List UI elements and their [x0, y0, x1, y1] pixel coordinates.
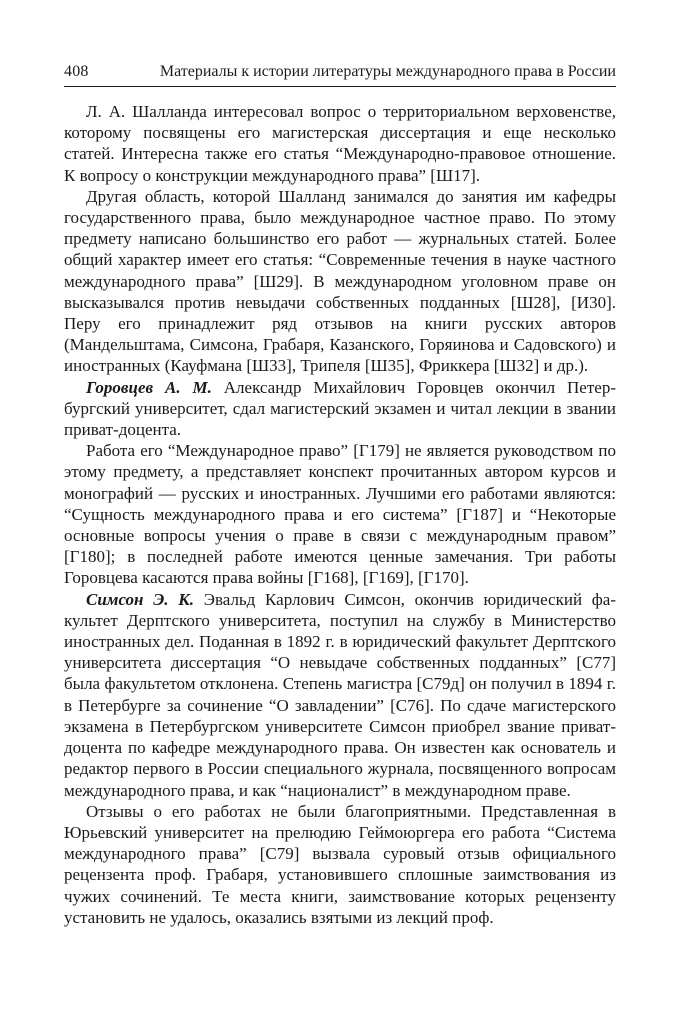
paragraph-text: Другая область, которой Шалланд занимался до занятия им кафедры государственного права, было международное частное право. По этому предмету написано большинство его работ — журнальных статей. Более общий характер имеет его статья: “Современные течения в науке частного международного права” [Ш29]. В международном уголовном праве он высказывался против невыдачи собственных подданных [Ш28], [И30]. Перу его принадлежит ряд отзывов на книги русских авторов (Мандельштама, Симсона, Грабаря, Казанского, Горяинова и Садовского) и иностранных (Кауфмана [Ш33], Трипеля [Ш35], Фриккера [Ш32] и др.).: [64, 186, 616, 376]
paragraph-text: Эвальд Карлович Симсон, окончив юридический факультет Дерптского университета, поступил на службу в Министерство иностранных дел. Поданная в 1892 г. в юридический факультет Дерптского университета диссертация “О невыдаче собственных подданных” [С77] была факультетом отклонена. Степень магистра [С79д] он получил в 1894 г. в Петербурге за сочинение “О завладении” [С76]. По сдаче магистерского экзамена в Петербургском университете Симсон приобрел звание приват-доцента по кафедре международного права. Он известен как основатель и редактор первого в России специального журнала, посвященного вопросам международного права, и как “националист” в международном праве.: [64, 589, 616, 800]
paragraph-text: Отзывы о его работах не были благоприятными. Представленная в Юрьевский университет на прелюдию Геймоюргера его работа “Система международного права” [С79] вызвала суровый отзыв официального рецензента проф. Грабаря, установившего сплошные заимствования из чужих сочинений. Те места книги, заимствование которых рецензенту установить не удалось, оказались взятыми из лекций проф.: [64, 801, 616, 927]
running-title: Материалы к истории литературы международного права в России: [159, 63, 616, 80]
running-header: [64, 62, 616, 87]
paragraph: [64, 589, 616, 801]
author-heading: Симсон Э. К.: [86, 589, 195, 609]
paragraph: [64, 101, 616, 186]
page-number: 408: [64, 63, 89, 80]
paragraph: [64, 440, 616, 588]
book-page: [64, 62, 616, 928]
paragraph-text: Работа его “Международное право” [Г179] не является руководством по этому предмету, а представляет конспект прочитанных автором курсов и монографий — русских и иностранных. Лучшими его работами являются: “Сущность международного права и его система” [Г187] и “Некоторые основные вопросы учения о праве в связи с международным правом” [Г180]; в последней работе имеются ценные замечания. Три работы Горовцева касаются права войны [Г168], [Г169], [Г170].: [64, 441, 616, 588]
paragraph: [64, 377, 616, 441]
paragraph: [64, 801, 616, 928]
paragraph-text: Александр Михайлович Горовцев окончил Петербургский университет, сдал магистерский экзамен и читал лекции в звании приват-доцента.: [64, 377, 616, 440]
body-text: [64, 101, 616, 928]
paragraph: [64, 186, 616, 377]
paragraph-text: Л. А. Шалланда интересовал вопрос о территориальном верховенстве, которому посвящены его магистерская диссертация и еще несколько статей. Интересна также его статья “Международно-правовое отношение. К вопросу о конструкции международного права” [Ш17].: [64, 102, 616, 185]
author-heading: Горовцев А. М.: [86, 377, 212, 397]
